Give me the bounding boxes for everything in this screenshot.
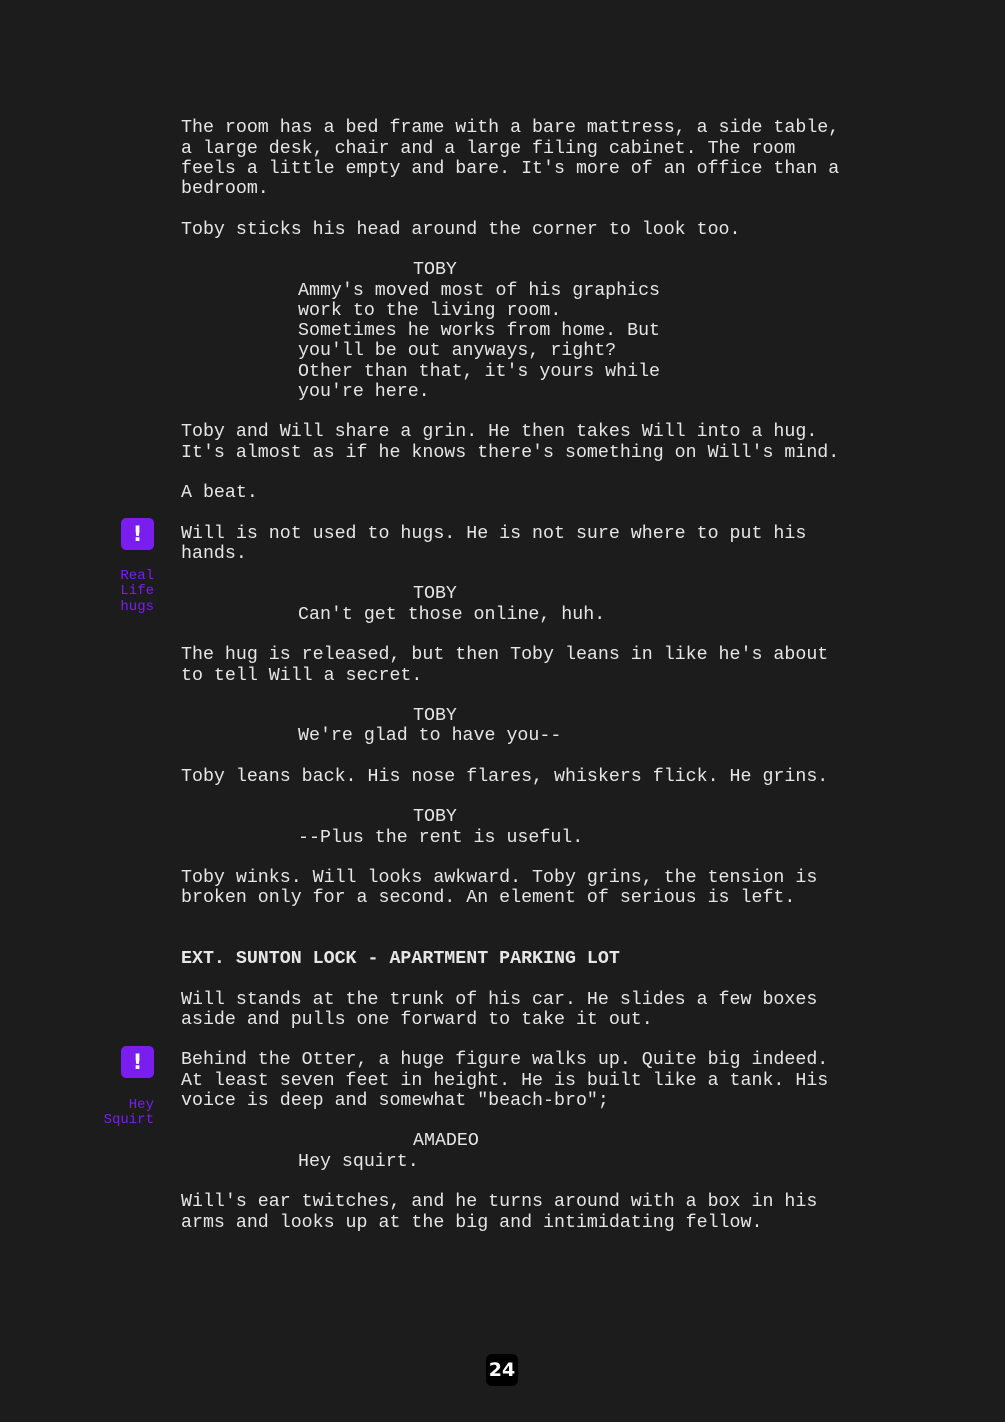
character-name: TOBY xyxy=(413,706,457,726)
exclamation-icon: ! xyxy=(132,1050,143,1074)
action-line: A beat. xyxy=(181,483,258,503)
action-line: The room has a bed frame with a bare mattress, a side table, xyxy=(181,118,840,138)
dialogue-line: Can't get those online, huh. xyxy=(298,605,606,625)
character-name: AMADEO xyxy=(413,1131,479,1151)
page-number: 24 xyxy=(486,1354,518,1386)
dialogue-line: --Plus the rent is useful. xyxy=(298,828,584,848)
dialogue-line: Other than that, it's yours while xyxy=(298,362,661,382)
action-line: hands. xyxy=(181,544,247,564)
note-label-line: Hey xyxy=(128,1097,154,1113)
action-line: The hug is released, but then Toby leans in like he's about xyxy=(181,645,829,665)
dialogue-line: work to the living room. xyxy=(298,301,562,321)
action-line: arms and looks up at the big and intimidating fellow. xyxy=(181,1213,763,1233)
action-line: aside and pulls one forward to take it out. xyxy=(181,1010,653,1030)
dialogue-line: you'll be out anyways, right? xyxy=(298,341,617,361)
dialogue-line: Sometimes he works from home. But xyxy=(298,321,661,341)
scene-heading: EXT. SUNTON LOCK - APARTMENT PARKING LOT xyxy=(181,949,620,969)
note-label-line: Squirt xyxy=(103,1112,154,1128)
action-line: Toby sticks his head around the corner to look too. xyxy=(181,220,741,240)
action-line: to tell Will a secret. xyxy=(181,666,423,686)
exclamation-icon: ! xyxy=(132,522,143,546)
character-name: TOBY xyxy=(413,260,457,280)
dialogue-line: Ammy's moved most of his graphics xyxy=(298,281,661,301)
note-label-line: Life xyxy=(120,583,154,599)
note-label-line: hugs xyxy=(120,599,154,615)
action-line: Toby winks. Will looks awkward. Toby grins, the tension is xyxy=(181,868,818,888)
action-line: Will stands at the trunk of his car. He slides a few boxes xyxy=(181,990,818,1010)
action-line: bedroom. xyxy=(181,179,269,199)
action-line: broken only for a second. An element of serious is left. xyxy=(181,888,796,908)
action-line: Behind the Otter, a huge figure walks up. Quite big indeed. xyxy=(181,1050,829,1070)
action-line: Will is not used to hugs. He is not sure where to put his xyxy=(181,524,807,544)
character-name: TOBY xyxy=(413,584,457,604)
dialogue-line: Hey squirt. xyxy=(298,1152,419,1172)
action-line: Will's ear twitches, and he turns around with a box in his xyxy=(181,1192,818,1212)
action-line: Toby leans back. His nose flares, whiskers flick. He grins. xyxy=(181,767,829,787)
action-line: voice is deep and somewhat "beach-bro"; xyxy=(181,1091,609,1111)
dialogue-line: you're here. xyxy=(298,382,430,402)
character-name: TOBY xyxy=(413,807,457,827)
dialogue-line: We're glad to have you-- xyxy=(298,726,562,746)
action-line: feels a little empty and bare. It's more of an office than a xyxy=(181,159,840,179)
note-label-line: Real xyxy=(120,568,154,584)
note-marker[interactable] xyxy=(121,1046,154,1078)
action-line: It's almost as if he knows there's something on Will's mind. xyxy=(181,443,840,463)
action-line: At least seven feet in height. He is built like a tank. His xyxy=(181,1071,829,1091)
action-line: a large desk, chair and a large filing cabinet. The room xyxy=(181,139,796,159)
note-marker[interactable] xyxy=(121,518,154,550)
action-line: Toby and Will share a grin. He then takes Will into a hug. xyxy=(181,422,818,442)
